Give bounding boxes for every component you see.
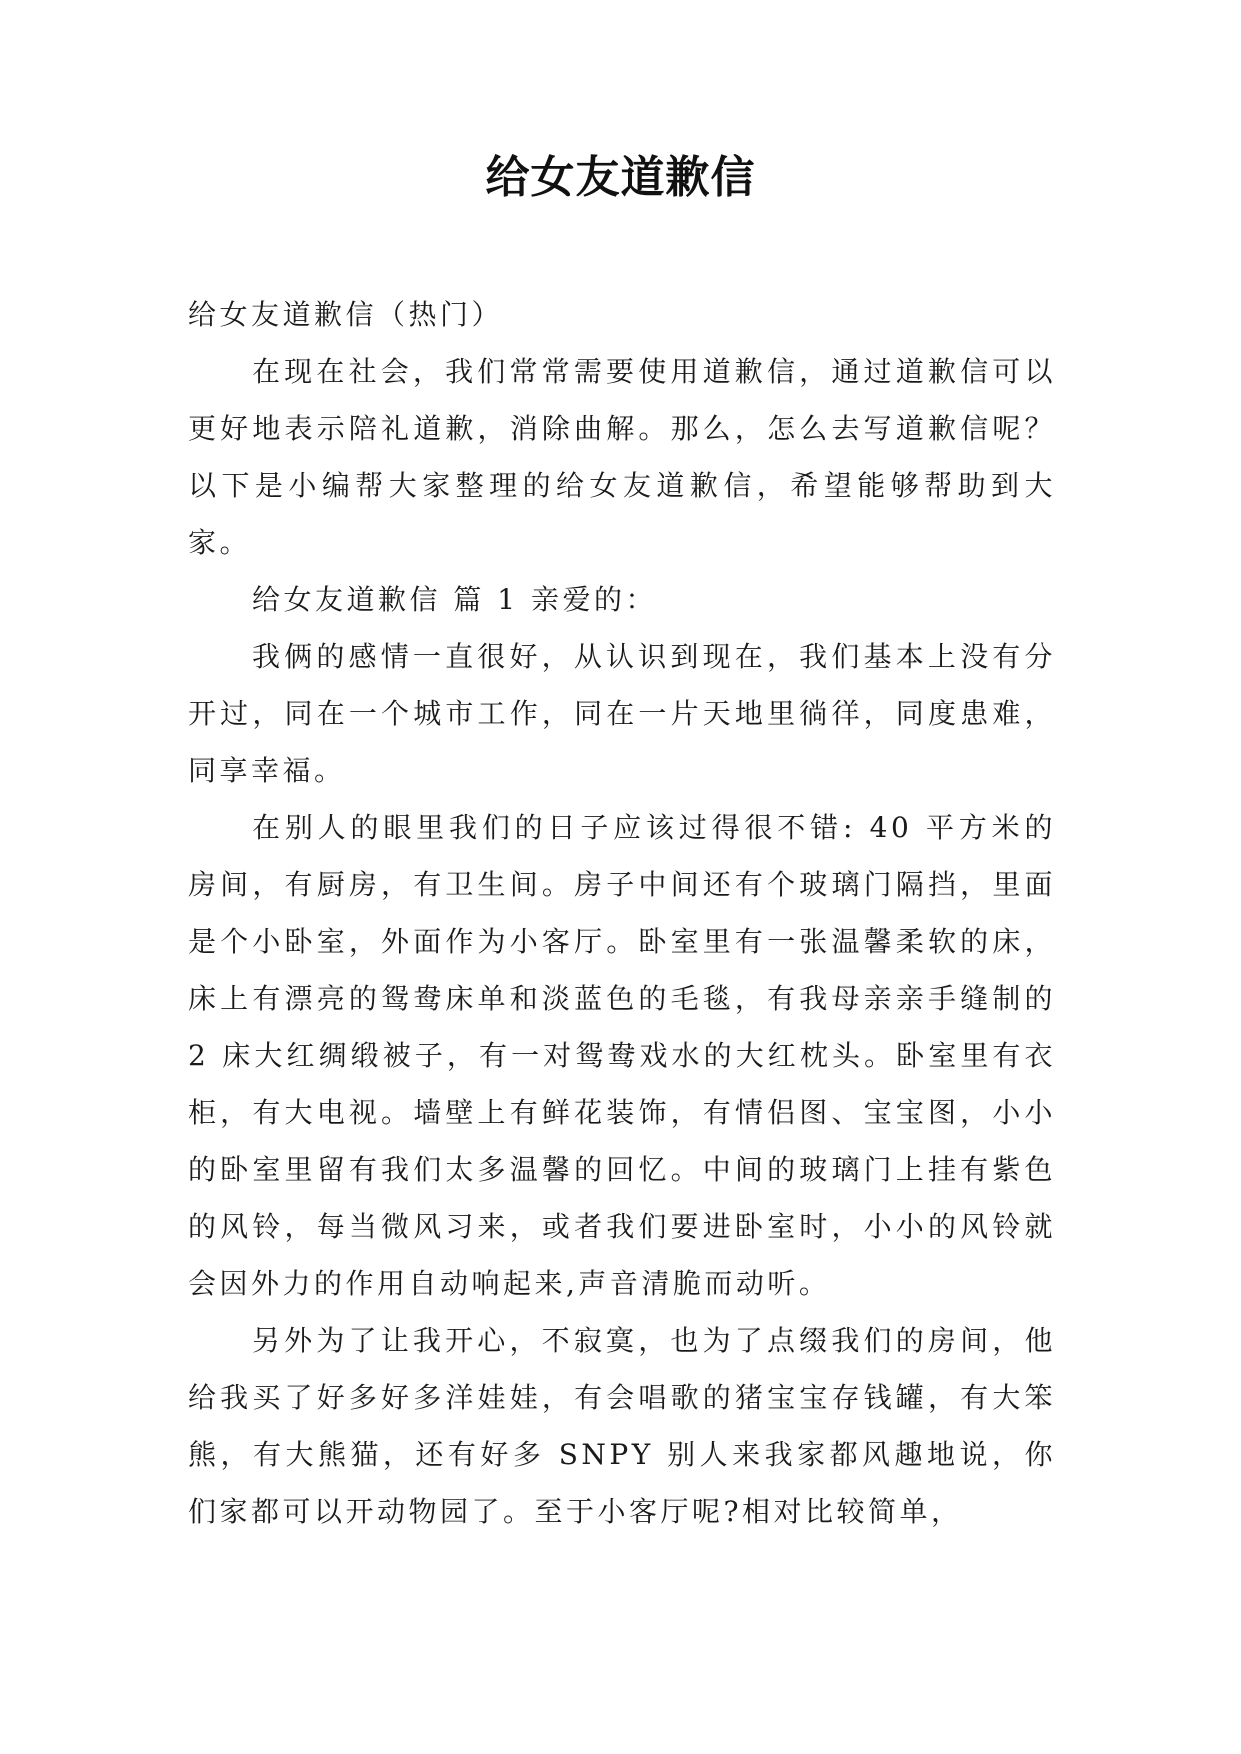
- body-paragraph: 在别人的眼里我们的日子应该过得很不错: 40 平方米的房间，有厨房，有卫生间。房子中间还有个玻璃门隔挡，里面是个小卧室，外面作为小客厅。卧室里有一张温馨柔软的床，床上有漂亮的鸳鸯床单和淡蓝色的毛毯，有我母亲亲手缝制的 2 床大红绸缎被子，有一对鸳鸯戏水的大红枕头。卧室里有衣柜，有大电视。墙壁上有鲜花装饰，有情侣图、宝宝图，小小的卧室里留有我们太多温馨的回忆。中间的玻璃门上挂有紫色的风铃，每当微风习来，或者我们要进卧室时，小小的风铃就会因外力的作用自动响起来,声音清脆而动听。: [188, 811, 1056, 1300]
- body-paragraph: 另外为了让我开心，不寂寞，也为了点缀我们的房间，他给我买了好多好多洋娃娃，有会唱歌的猪宝宝存钱罐，有大笨熊，有大熊猫，还有好多 SNPY 别人来我家都风趣地说，你们家都可以开动物园了。至于小客厅呢?相对比较简单，: [188, 1324, 1056, 1528]
- body-paragraph: 我俩的感情一直很好，从认识到现在，我们基本上没有分开过，同在一个城市工作，同在一片天地里徜徉，同度患难，同享幸福。: [188, 640, 1056, 787]
- document-title: 给女友道歉信: [485, 152, 756, 203]
- intro-paragraph: 在现在社会，我们常常需要使用道歉信，通过道歉信可以更好地表示陪礼道歉，消除曲解。那么，怎么去写道歉信呢？以下是小编帮大家整理的给女友道歉信，希望能够帮助到大家。: [188, 355, 1056, 559]
- subtitle-paragraph: 给女友道歉信（热门）: [188, 298, 504, 331]
- document-body: [188, 286, 1056, 1540]
- letter-heading-paragraph: 给女友道歉信 篇 1 亲爱的：: [252, 583, 658, 616]
